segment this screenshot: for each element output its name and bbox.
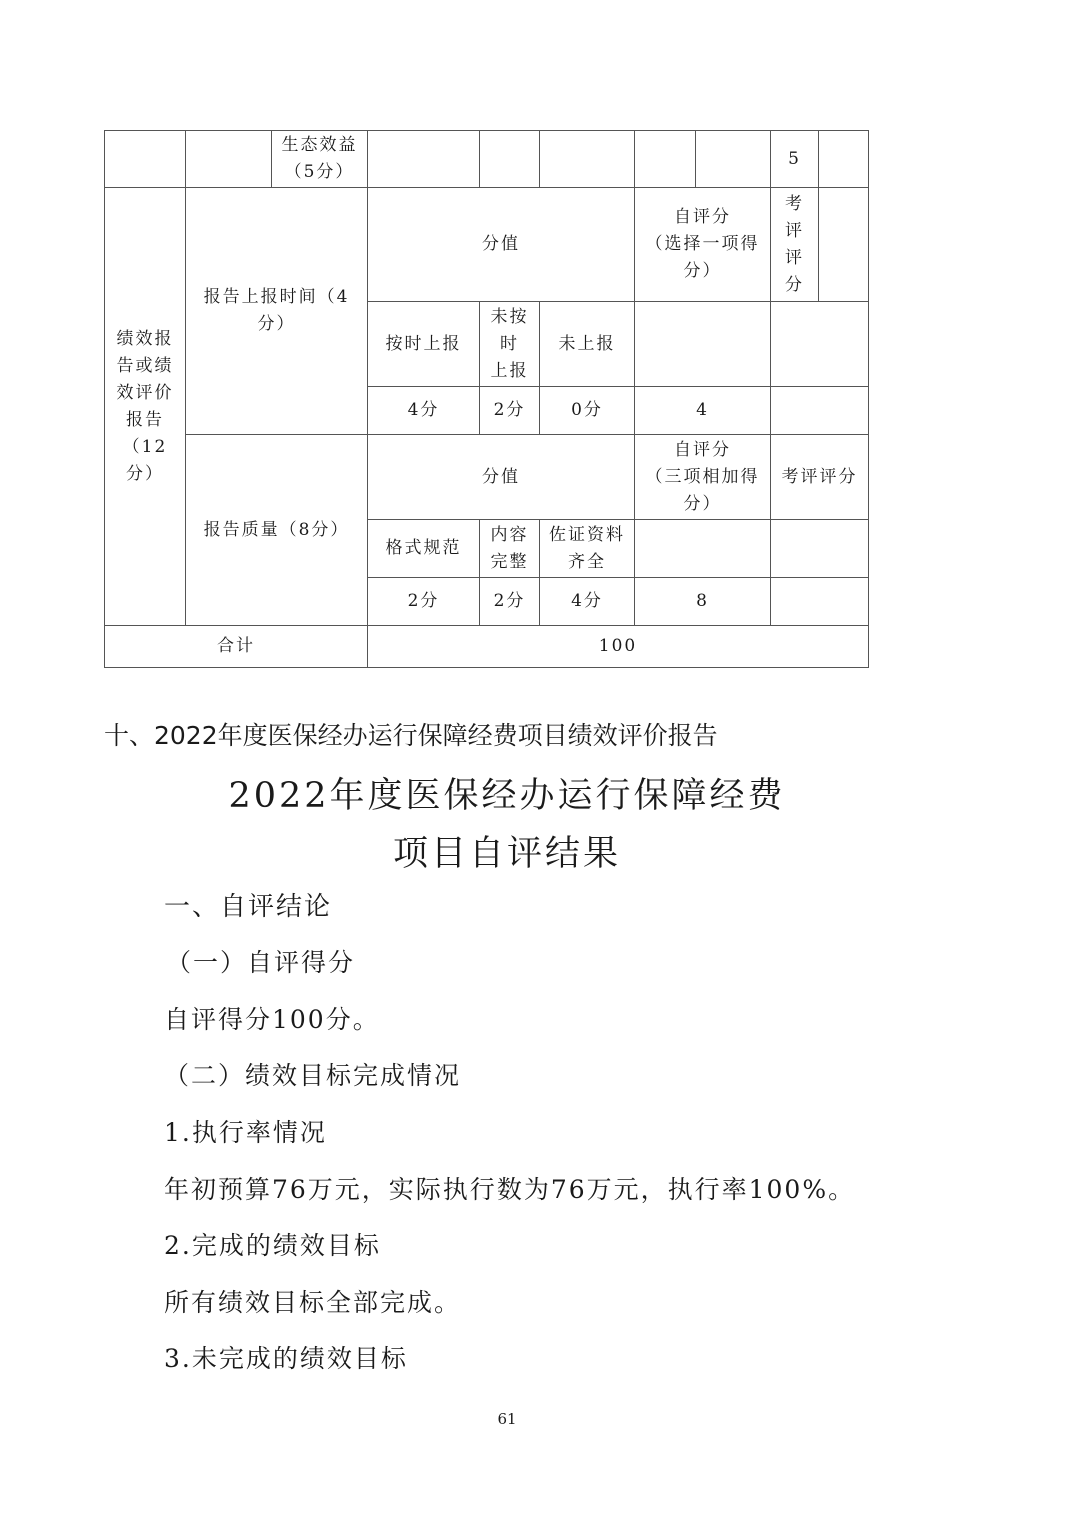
quality-option-format: 格式规范 [385,538,462,558]
timing-fen-zhi: 分值 [482,234,520,254]
timing-option-late: 未按 时 上报 [490,306,529,381]
report-group-label: 绩效报 告或绩 效评价 报告 （12 分） [116,328,174,484]
quality-option-evidence: 佐证资料 齐全 [549,524,625,572]
timing-points-not-reported: 0分 [571,400,603,420]
quality-label: 报告质量（8分） [203,519,350,540]
timing-option-on-time: 按时上报 [385,333,462,354]
timing-self-score-header: 自评分 （选择一项得 分） [645,207,760,281]
total-label: 合计 [217,636,255,656]
item-execution-rate: 1.执行率情况 [164,1118,327,1147]
quality-self-score-header: 自评分 （三项相加得 分） [645,439,760,514]
quality-points-evidence: 4分 [571,591,603,611]
quality-review-header: 考评评分 [781,466,858,487]
quality-option-content: 内容 完整 [490,524,529,572]
section-heading: 十、2022年度医保经办运行保障经费项目绩效评价报告 [104,721,718,750]
timing-review-header: 考 评 评 分 [785,193,804,295]
doc-title-line1: 2022年度医保经办运行保障经费 [228,776,786,816]
paragraph-completed-goals: 所有绩效目标全部完成。 [164,1288,462,1317]
subheading-self-score: （一）自评得分 [166,948,356,977]
subheading-goal-completion: （二）绩效目标完成情况 [164,1061,462,1090]
total-value: 100 [598,636,638,656]
item-completed-goals: 2.完成的绩效目标 [164,1231,381,1260]
timing-points-on-time: 4分 [407,400,440,420]
timing-self-score: 4 [696,400,709,420]
eco-benefit-score: 5 [788,148,801,169]
timing-option-not-reported: 未上报 [558,333,616,354]
heading-self-eval-conclusion: 一、自评结论 [164,892,333,922]
quality-points-content: 2分 [493,591,526,611]
timing-label: 报告上报时间（4 分） [203,287,350,334]
doc-title-line2: 项目自评结果 [392,834,621,874]
paragraph-execution-rate: 年初预算76万元，实际执行数为76万元，执行率100%。 [164,1175,856,1204]
quality-fen-zhi: 分值 [482,466,520,487]
item-uncompleted-goals: 3.未完成的绩效目标 [164,1344,408,1373]
quality-self-score: 8 [696,591,709,611]
timing-points-late: 2分 [493,400,526,420]
paragraph-self-score: 自评得分100分。 [164,1005,380,1034]
eco-benefit-label: 生态效益 （5分） [281,135,358,182]
quality-points-format: 2分 [407,591,440,611]
page-number: 61 [497,1410,517,1428]
